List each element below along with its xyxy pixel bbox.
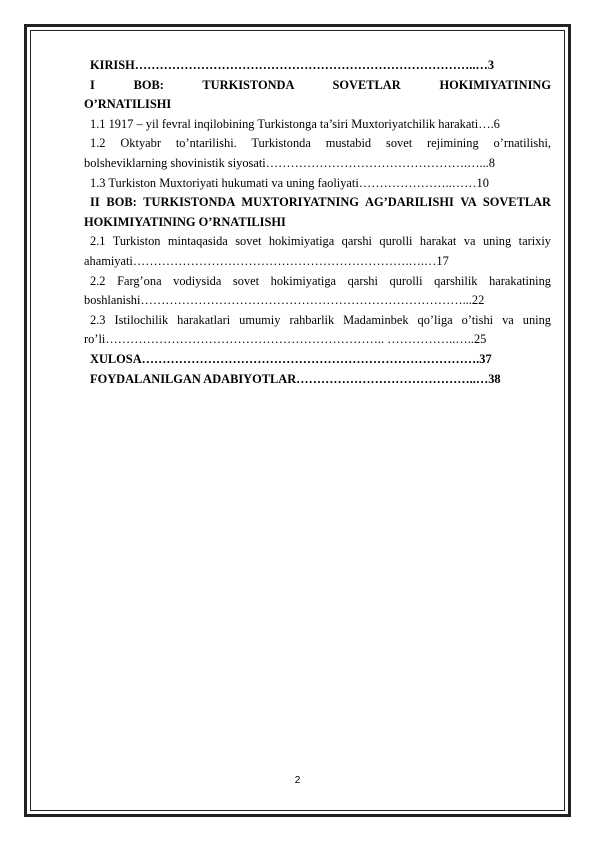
- toc-entry-kirish: KIRISH………………………………………………………………………..…3: [90, 58, 495, 72]
- toc-chapter-1: I BOB: TURKISTONDA SOVETLAR HOKIMIYATINING O’RNATILISHI: [84, 77, 551, 112]
- toc-section-1-1: 1.1 1917 – yil fevral inqilobining Turkistonga ta’siri Muxtoriyatchilik harakati….6: [90, 116, 500, 131]
- toc-section-1-3: 1.3 Turkiston Muxtoriyati hukumati va uning faoliyati…………………..……10: [90, 175, 489, 190]
- toc-entry-xulosa: XULOSA……………………………………………………………………….37: [90, 351, 492, 366]
- toc-section-2-3: 2.3 Istilochilik harakatlari umumiy rahbarlik Madaminbek qo’liga o’tishi va uning ro’li………………………………………………………….. ……………..…..25: [84, 312, 551, 347]
- toc-chapter-2: II BOB: TURKISTONDA MUXTORIYATNING AG’DARILISHI VA SOVETLAR HOKIMIYATINING O’RNATILISHI: [84, 195, 551, 229]
- table-of-contents: [84, 56, 551, 389]
- toc-section-2-2: 2.2 Farg’ona vodiysida sovet hokimiyatiga qarshi qurolli qarshilik harakatining boshlanishi……………………………………………………………………...22: [84, 273, 551, 308]
- toc-section-2-1: 2.1 Turkiston mintaqasida sovet hokimiyatiga qarshi qurolli harakat va uning tarixiy ahamiyati………………………………………………………….….…17: [84, 234, 551, 268]
- toc-section-1-2: 1.2 Oktyabr to’ntarilishi. Turkistonda mustabid sovet rejimining o’rnatilishi, bolsheviklarning shovinistik siyosati………………………………………….…...8: [84, 136, 551, 170]
- page-number: 2: [294, 775, 301, 786]
- toc-entry-adabiyotlar: FOYDALANILGAN ADABIYOTLAR……………………………………..…38: [90, 371, 501, 386]
